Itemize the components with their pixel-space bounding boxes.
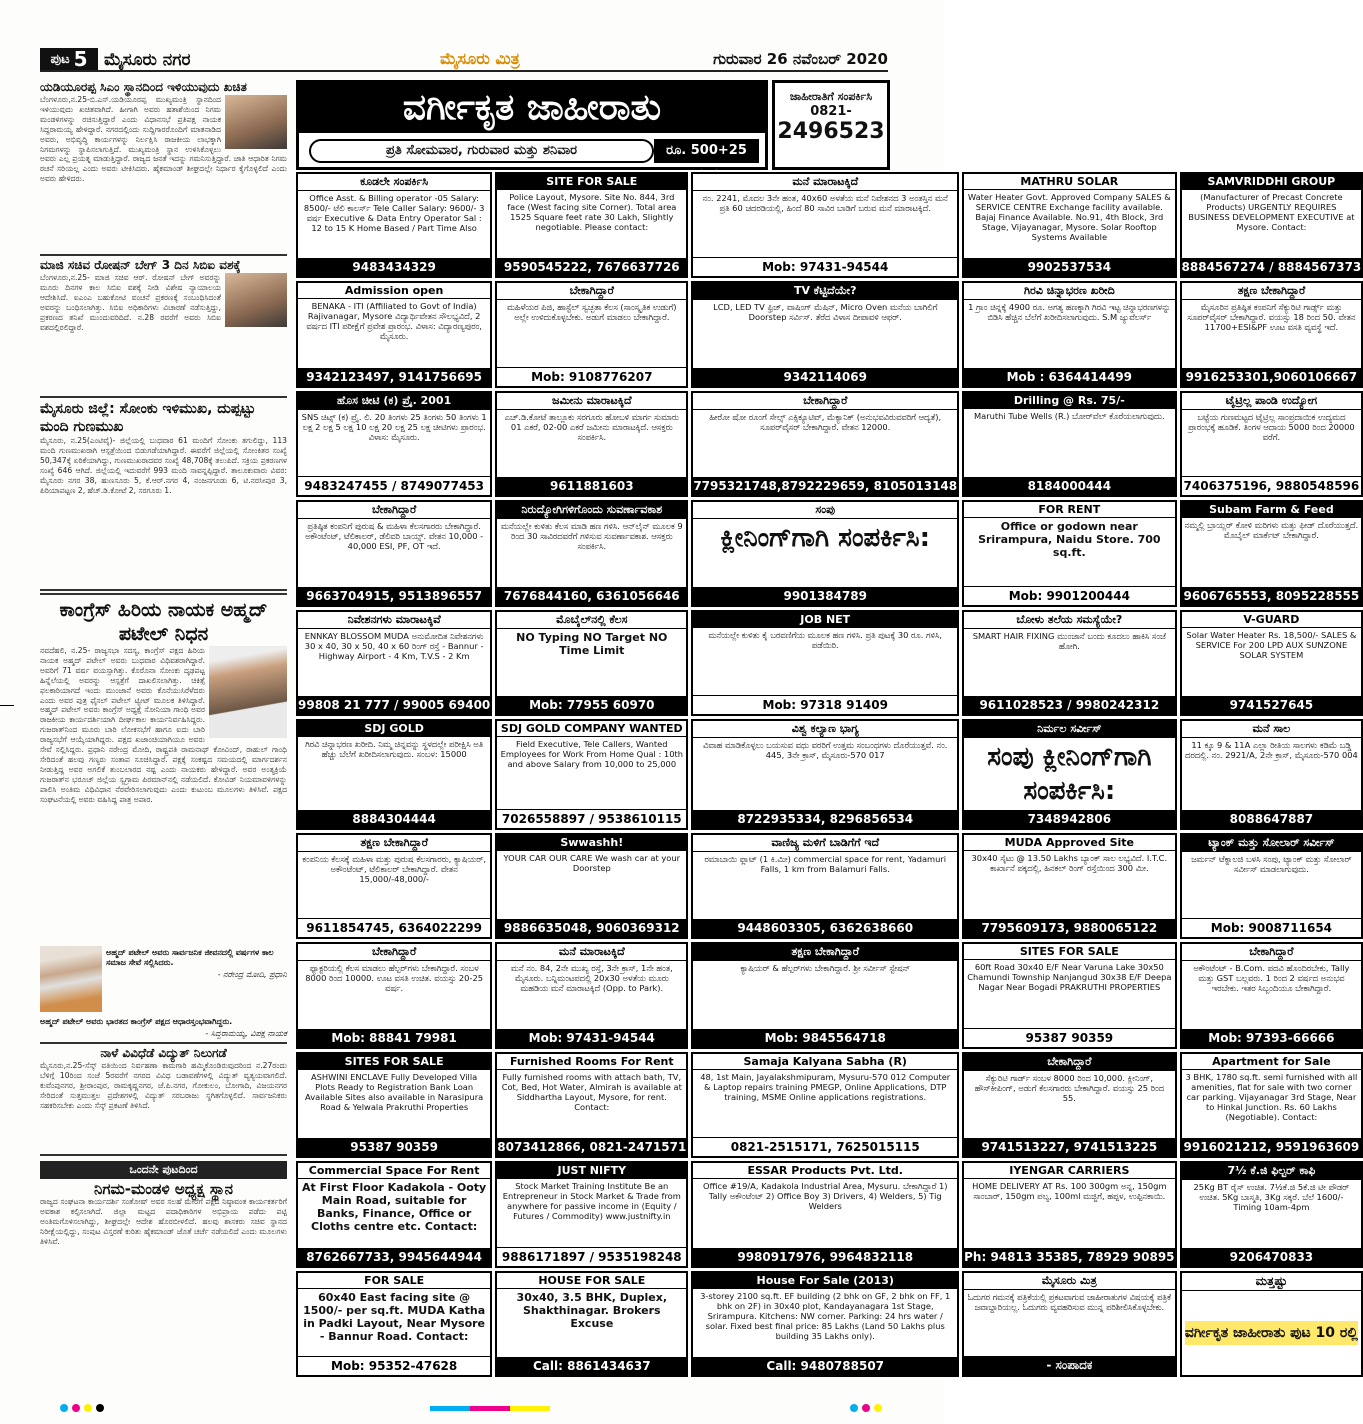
page-number: 5 <box>73 47 88 71</box>
ad-phone: 9916253301,9060106667 <box>1182 368 1362 386</box>
ad-heading: ಬೋಳು ತಲೆಯ ಸಮಸ್ಯೆಯೇ? <box>964 612 1174 629</box>
classified-ad <box>962 391 1176 497</box>
classified-ad <box>691 1052 959 1158</box>
classified-ad <box>1180 1161 1363 1267</box>
ad-phone: 9886635048, 9060369312 <box>497 919 686 937</box>
ad-body: Fully furnished rooms with attach bath, TV, Cot, Bed, Hot Water, Almirah is available at Siddhartha Layout, Mysore, for rent. Contact: <box>501 1071 682 1112</box>
ad-body: ಹೀರೋ ಷೋ ರೂಂಗೆ ಸೇಲ್ಸ್ ಎಕ್ಸಿಕ್ಯೂಟಿವ್, ಮೆಕ್ಯಾನಿಕ್ (ಅನುಭವವಿರುವವರಿಗೆ ಆದ್ಯತೆ), ಸೂಪರ್‌ವೈಸರ್ ಬೇಕಾಗಿದ್ದಾರೆ. ವೇತನ 12000. <box>709 411 942 432</box>
classified-ad <box>1180 719 1363 830</box>
ad-phone: 7406375196, 9880548596 <box>1182 476 1362 495</box>
classified-ad <box>691 833 959 939</box>
color-bar-magenta <box>470 1406 510 1411</box>
ad-heading: Drilling @ Rs. 75/- <box>964 393 1174 409</box>
ad-body: (Manufacturer of Precast Concrete Products) URGENTLY REQUIRES BUSINESS DEVELOPMENT EXECUTIVE at Mysore. Contact: <box>1188 192 1355 232</box>
ad-body: ಜರ್ಮನ್ ಟೆಕ್ನಾಲಜಿ ಬಳಸಿ ಸಂಪು, ಟ್ಯಾಂಕ್ ಮತ್ತು ಸೋಲಾರ್ ಸರ್ವೀಸ್ ಮಾಡಲಾಗುವುದು. <box>1191 854 1352 874</box>
ad-heading: House For Sale (2013) <box>693 1273 957 1289</box>
ad-body: SNS ಚಿಟ್ಸ್ (ಕ) ಪ್ರೈ. ಲಿ. 20 ತಿಂಗಳು 25 ತಿಂಗಳು 50 ತಿಂಗಳು 1 ಲಕ್ಷ 2 ಲಕ್ಷ 5 ಲಕ್ಷ 10 ಲಕ್ಷ 20 ಲಕ್ಷ 25 ಲಕ್ಷ ಚೀಟಿಗಳು ಪ್ರಾರಂಭ. ವಿಳಾಸ: ಮೈಸೂರು. <box>301 411 487 442</box>
ad-heading: V-GUARD <box>1182 612 1362 628</box>
ad-heading: ಮೊಬೈಲ್‌ನಲ್ಲಿ ಕೆಲಸ <box>497 612 686 629</box>
classified-ad <box>296 172 492 278</box>
article-headline: ಮಾಜಿ ಸಚಿವ ರೋಷನ್ ಬೇಗ್ 3 ದಿನ ಸಿಬಿಐ ವಶಕ್ಕೆ <box>40 258 241 272</box>
ad-body-text: ವರ್ಗೀಕೃತ ಜಾಹೀರಾತು ಪುಟ 10 ರಲ್ಲಿ <box>1185 1321 1359 1345</box>
article-cm <box>40 78 287 256</box>
ad-phone: Mob: 9108776207 <box>497 367 686 386</box>
article-body: ಬೆಂಗಳೂರು,ನ.25- ಮಾಜಿ ಸಚಿವ ಆರ್. ರೋಷನ್ ಬೇಗ್ ಅವರನ್ನು ಮೂರು ದಿನಗಳ ಕಾಲ ಸಿಬಿಐ ವಶಕ್ಕೆ ನೀಡಿ ವಿಶೇಷ ನ್ಯಾಯಾಲಯ ಆದೇಶಿಸಿದೆ. ಐಎಂಎ ಬಹುಕೋಟಿ ವಂಚನೆ ಪ್ರಕರಣಕ್ಕೆ ಸಂಬಂಧಿಸಿದಂತೆ ಅವರನ್ನು ಬಂಧಿಸಲಾಗಿತ್ತು. ಸಿಬಿಐ ಅಧಿಕಾರಿಗಳು ವಿಚಾರಣೆ ನಡೆಸುತ್ತಿದ್ದು, ಪ್ರಕರಣದ ತನಿಖೆ ಮುಂದುವರಿದಿದೆ. ನ.28 ರವರೆಗೆ ಅವರು ಸಿಬಿಐ ವಶದಲ್ಲಿರಲಿದ್ದಾರೆ. <box>40 273 221 332</box>
newspaper-logo: ಮೈಸೂರು ಮಿತ್ರ <box>440 49 520 68</box>
classified-ad <box>691 500 959 606</box>
classified-ad <box>1180 942 1363 1048</box>
ad-phone: 9902537534 <box>964 258 1174 276</box>
dateline: ಗುರುವಾರ 26 ನವೆಂಬರ್ 2020 <box>713 50 888 68</box>
ad-heading: Samaja Kalyana Sabha (R) <box>693 1054 957 1070</box>
registration-dot-black <box>96 1404 104 1412</box>
ad-heading: JOB NET <box>693 612 957 628</box>
ad-body: ಗಿರವಿ ಚಿನ್ನಾಭರಣ ಖರೀದಿ. ನಿಮ್ಮ ಚಿನ್ನವನ್ನು ಸ್ಥಳದಲ್ಲೇ ಪರೀಕ್ಷಿಸಿ ಅತಿ ಹೆಚ್ಚು ಬೆಲೆಗೆ ಖರೀದಿಸಲಾಗುವುದು. ಸಂಬಳ: 15000 <box>305 739 484 759</box>
article-headline: ಯಡಿಯೂರಪ್ಪ ಸಿಎಂ ಸ್ಥಾನದಿಂದ ಇಳಿಯುವುದು ಖಚಿತ <box>40 80 247 94</box>
registration-dot-magenta <box>72 1404 80 1412</box>
article-headline: ನಾಳೆ ವಿವಿಧೆಡೆ ವಿದ್ಯುತ್ ನಿಲುಗಡೆ <box>100 1046 227 1060</box>
classified-ad <box>691 610 959 716</box>
ad-heading: ಬೇಕಾಗಿದ್ದಾರೆ <box>693 393 957 410</box>
ad-body: Maruthi Tube Wells (R.) ಬೋರ್‌ವೆಲ್ ಕೊರೆಯಲಾಗುವುದು. <box>973 410 1165 421</box>
ad-body: ನಮ್ಮಲ್ಲಿ ಬ್ರಾಯ್ಲರ್ ಕೋಳಿ ಮರಿಗಳು ಮತ್ತು ಫೀಡ್ ದೊರೆಯುತ್ತದೆ. ಮೊಬೈಲ್ ಮಾರ್ಕೆಟ್ ಬೇಕಾಗಿದ್ದಾರೆ. <box>1184 520 1359 541</box>
classified-ad <box>962 281 1176 387</box>
ad-body: 48, 1st Main, Jayalakshmipuram, Mysuru-570 012 Computer & Laptop repairs training PMEGP, Online Applications, DTP training, MSME Online applications registrations. <box>700 1071 951 1102</box>
classified-ad <box>495 1271 688 1377</box>
ad-heading: ಗಿರವಿ ಚಿನ್ನಾಭರಣ ಖರೀದಿ <box>964 283 1174 300</box>
ad-phone: 9741527645 <box>1182 696 1362 714</box>
ad-phone: 7795609173, 9880065122 <box>964 919 1174 937</box>
ad-heading: MUDA Approved Site <box>964 835 1174 851</box>
ad-heading: ತಕ್ಷಣ ಬೇಕಾಗಿದ್ದಾರೆ <box>1182 283 1362 300</box>
classified-ad <box>962 1052 1176 1158</box>
article-body: ಮೈಸೂರು, ನ.25(ಎಂಟಿವೈ)- ಜಿಲ್ಲೆಯಲ್ಲಿ ಬುಧವಾರ 61 ಮಂದಿಗೆ ಸೋಂಕು ತಗುಲಿದ್ದು, 113 ಮಂದಿ ಗುಣಮುಖರಾಗಿ ಆಸ್ಪತ್ರೆಯಿಂದ ಬಿಡುಗಡೆಯಾಗಿದ್ದಾರೆ. ಈವರೆಗೆ ಜಿಲ್ಲೆಯಲ್ಲಿ ಸೋಂಕಿತರ ಸಂಖ್ಯೆ 50,347ಕ್ಕೆ ಏರಿಕೆಯಾಗಿದ್ದು, ಗುಣಮುಖರಾದವರ ಸಂಖ್ಯೆ 48,708ಕ್ಕೆ ತಲುಪಿದೆ. ಸಕ್ರಿಯ ಪ್ರಕರಣಗಳ ಸಂಖ್ಯೆ 646 ಆಗಿದೆ. ಜಿಲ್ಲೆಯಲ್ಲಿ ಇದುವರೆಗೆ 993 ಮಂದಿ ಸಾವನ್ನಪ್ಪಿದ್ದಾರೆ. ತಾಲೂಕುವಾರು ವಿವರ: ಮೈಸೂರು ನಗರ 38, ಹುಣಸೂರು 5, ಕೆ.ಆರ್.ನಗರ 4, ನಂಜನಗೂಡು 6, ಟಿ.ನರಸೀಪುರ 3, ಪಿರಿಯಾಪಟ್ಟಣ 2, ಹೆಚ್.ಡಿ.ಕೋಟೆ 2, ಸರಗೂರು 1. <box>40 436 287 495</box>
ad-phone: 9980917976, 9964832118 <box>693 1248 957 1266</box>
classified-ad <box>296 1052 492 1158</box>
classified-ad <box>296 833 492 939</box>
ad-phone: 9741513227, 9741513225 <box>964 1138 1174 1156</box>
ad-heading: ಟ್ಯಾಂಕ್ ಮತ್ತು ಸೋಲಾರ್ ಸರ್ವೀಸ್ <box>1182 835 1362 852</box>
classified-ad <box>1180 1052 1363 1158</box>
color-bar-cyan <box>430 1406 470 1411</box>
ad-heading: ಮನೆ ಸಾಲ <box>1182 721 1362 738</box>
ad-phone: 9342114069 <box>693 368 957 386</box>
ad-heading: SITES FOR SALE <box>298 1054 490 1070</box>
ad-heading: ಸಂಪು <box>693 502 957 519</box>
quote-two-source: - ಸಿದ್ದರಾಮಯ್ಯ, ವಿಪಕ್ಷ ನಾಯಕ <box>205 1029 287 1038</box>
ad-phone: 8884304444 <box>298 810 490 828</box>
article-body: ಮೈಸೂರು,ನ.25-ಸೆಸ್ಕ್ ವತಿಯಿಂದ ನಿರ್ವಹಣಾ ಕಾಮಗಾರಿ ಹಮ್ಮಿಕೊಂಡಿರುವುದರಿಂದ ನ.27ರಂದು ಬೆಳಿಗ್ಗೆ 10ರಿಂದ ಸಂಜೆ 5ರವರೆಗೆ ನಗರದ ವಿವಿಧ ಬಡಾವಣೆಗಳಲ್ಲಿ ವಿದ್ಯುತ್ ವ್ಯತ್ಯಯವಾಗಲಿದೆ. ಕುವೆಂಪುನಗರ, ಶ್ರೀರಾಂಪುರ, ರಾಮಕೃಷ್ಣನಗರ, ಜೆ.ಪಿ.ನಗರ, ಗೋಕುಲಂ, ಬೋಗಾದಿ, ವಿಜಯನಗರ ಸೇರಿದಂತೆ ಸುತ್ತಮುತ್ತಲ ಪ್ರದೇಶಗಳಲ್ಲಿ ವಿದ್ಯುತ್ ಸರಬರಾಜು ಸ್ಥಗಿತಗೊಳ್ಳಲಿದೆ. ಸಾರ್ವಜನಿಕರು ಸಹಕರಿಸಬೇಕು ಎಂದು ಸೆಸ್ಕ್ ಪ್ರಕಟಣೆ ತಿಳಿಸಿದೆ. <box>40 1061 287 1110</box>
contact-number: 2496523 <box>777 119 885 144</box>
ad-phone: Mob: 77955 60970 <box>497 696 686 714</box>
ad-phone: 9206470833 <box>1182 1248 1362 1266</box>
classified-ad <box>962 172 1176 278</box>
classified-ad <box>296 281 492 387</box>
ad-body: HOME DELIVERY AT Rs. 100 300gm ಅನ್ನ, 150gm ಸಾಂಬಾರ್, 150gm ಪಲ್ಯ, 100ml ಮಜ್ಜಿಗೆ, ಹಪ್ಪಳ, ಉಪ್ಪಿನಕಾಯಿ. <box>972 1181 1167 1202</box>
quote-one: ಅಹ್ಮದ್ ಪಟೇಲ್ ಅವರು ಸಾರ್ವಜನಿಕ ಜೀವನದಲ್ಲಿ ವರ್ಷಗಳ ಕಾಲ ಸಮಾಜ ಸೇವೆ ಸಲ್ಲಿಸಿದರು. <box>106 948 274 967</box>
classified-ad <box>296 500 492 606</box>
classified-ad <box>1180 833 1363 939</box>
article-body: ನವದೆಹಲಿ, ನ.25- ರಾಜ್ಯಸಭಾ ಸದಸ್ಯ, ಕಾಂಗ್ರೆಸ್ ಪಕ್ಷದ ಹಿರಿಯ ನಾಯಕ ಅಹ್ಮದ್ ಪಟೇಲ್ ಅವರು ಬುಧವಾರ ವಿಧಿವಶರಾಗಿದ್ದಾರೆ. ಅವರಿಗೆ 71 ವರ್ಷ ವಯಸ್ಸಾಗಿತ್ತು. ಕೊರೊನಾ ಸೋಂಕು ದೃಢಪಟ್ಟ ಹಿನ್ನೆಲೆಯಲ್ಲಿ ಅವರನ್ನು ಆಸ್ಪತ್ರೆಗೆ ದಾಖಲಿಸಲಾಗಿತ್ತು. ಚಿಕಿತ್ಸೆ ಫಲಕಾರಿಯಾಗದೆ ಇಂದು ಮುಂಜಾನೆ ಅವರು ಕೊನೆಯುಸಿರೆಳೆದರು ಎಂದು ಅವರ ಪುತ್ರ ಫೈಸಲ್ ಪಟೇಲ್ ಟ್ವೀಟ್ ಮೂಲಕ ತಿಳಿಸಿದ್ದಾರೆ. ಅಹ್ಮದ್ ಪಟೇಲ್ ಅವರು ಕಾಂಗ್ರೆಸ್ ಅಧ್ಯಕ್ಷೆ ಸೋನಿಯಾ ಗಾಂಧಿ ಅವರ ರಾಜಕೀಯ ಕಾರ್ಯದರ್ಶಿಯಾಗಿ ದೀರ್ಘಕಾಲ ಕಾರ್ಯನಿರ್ವಹಿಸಿದ್ದರು. ಗುಜರಾತ್‌ನಿಂದ ಮೂರು ಬಾರಿ ಲೋಕಸಭೆಗೆ ಹಾಗೂ ಐದು ಬಾರಿ ರಾಜ್ಯಸಭೆಗೆ ಆಯ್ಕೆಯಾಗಿದ್ದರು. ಪಕ್ಷದ ಖಜಾಂಚಿಯಾಗಿಯೂ ಅವರು ಸೇವೆ ಸಲ್ಲಿಸಿದ್ದರು. ಪ್ರಧಾನಿ ನರೇಂದ್ರ ಮೋದಿ, ರಾಷ್ಟ್ರಪತಿ ರಾಮನಾಥ್ ಕೋವಿಂದ್, ರಾಹುಲ್ ಗಾಂಧಿ ಸೇರಿದಂತೆ ಹಲವು ಗಣ್ಯರು ಸಂತಾಪ ಸೂಚಿಸಿದ್ದಾರೆ. ಪಕ್ಷಕ್ಕೆ ಸಂಕಷ್ಟದ ಸಮಯದಲ್ಲಿ ಮಾರ್ಗದರ್ಶನ ನೀಡುತ್ತಿದ್ದ ಅವರ ಅಗಲಿಕೆ ತುಂಬಲಾರದ ನಷ್ಟ ಎಂದು ನಾಯಕರು ಹೇಳಿದ್ದಾರೆ. ಅವರ ಅಂತ್ಯಕ್ರಿಯೆ ಗುಜರಾತ್‌ನ ಭರೂಚ್ ಜಿಲ್ಲೆಯ ಸ್ವಗ್ರಾಮ ಪಿರಮಾನ್‌ನಲ್ಲಿ ನಡೆಯಲಿದೆ. ಕೋವಿಡ್ ನಿಯಮಾವಳಿಗಳನ್ನು ಪಾಲಿಸಿ ಅಂತಿಮ ವಿಧಿವಿಧಾನ ನೆರವೇರಿಸಲಾಗುವುದು ಎಂದು ಕುಟುಂಬ ಮೂಲಗಳು ತಿಳಿಸಿವೆ. ಪಕ್ಷದ ಸಂಘಟನೆಯಲ್ಲಿ ಅವರು ವಹಿಸಿದ್ದ ಪಾತ್ರ ಅಪಾರ. <box>40 646 287 804</box>
article-body: ಬೆಂಗಳೂರು,ನ.25-ಬಿ.ಎಸ್.ಯಡಿಯೂರಪ್ಪ ಮುಖ್ಯಮಂತ್ರಿ ಸ್ಥಾನದಿಂದ ಇಳಿಯುವುದು ಖಚಿತವಾಗಿದೆ. ಹೀಗಾಗಿ ಅವರು ಹತಾಶೆಯಿಂದ ನಿಗಮ ಮಂಡಳಿಗಳನ್ನು ರಚಿಸುತ್ತಿದ್ದಾರೆ ಎಂದು ವಿಧಾನಸಭೆ ಪ್ರತಿಪಕ್ಷ ನಾಯಕ ಸಿದ್ದರಾಮಯ್ಯ ಹೇಳಿದ್ದಾರೆ. ನಗರದಲ್ಲಿಂದು ಸುದ್ದಿಗಾರರೊಂದಿಗೆ ಮಾತನಾಡಿದ ಅವರು, ಅಭಿವೃದ್ಧಿ ಕಾರ್ಯಗಳನ್ನು ನಿರ್ಲಕ್ಷಿಸಿ ರಾಜಕೀಯ ಲಾಭಕ್ಕಾಗಿ ನಿಗಮಗಳನ್ನು ಸ್ಥಾಪಿಸಲಾಗುತ್ತಿದೆ. ಮುಖ್ಯಮಂತ್ರಿ ಸ್ಥಾನ ಉಳಿಸಿಕೊಳ್ಳಲು ಅವರು ಎಲ್ಲ ಪ್ರಯತ್ನ ಮಾಡುತ್ತಿದ್ದಾರೆ. ರಾಜ್ಯದ ಜನತೆ ಇದನ್ನು ಗಮನಿಸುತ್ತಿದ್ದಾರೆ. ಜಾತಿ ಆಧಾರಿತ ನಿಗಮ ರಚನೆ ಸರಿಯಲ್ಲ ಎಂದು ಅವರು ಟೀಕಿಸಿದರು. ಹೈಕಮಾಂಡ್ ಶೀಘ್ರದಲ್ಲೇ ನಿರ್ಧಾರ ಕೈಗೊಳ್ಳಲಿದೆ ಎಂದು ಅವರು ಹೇಳಿದರು. <box>40 95 287 184</box>
classified-ad <box>296 1271 492 1377</box>
ad-heading: ನಿರ್ಮಲ ಸರ್ವೀಸ್ <box>964 721 1174 738</box>
article-nigama <box>40 1156 287 1350</box>
contact-prefix: 0821- <box>810 104 852 119</box>
article-headline: ನಿಗಮ-ಮಂಡಳಿ ಅಧ್ಯಕ್ಷ ಸ್ಥಾನ <box>94 1180 233 1198</box>
classified-ad <box>296 391 492 497</box>
classified-ad <box>962 1161 1176 1267</box>
color-bar-yellow <box>510 1406 550 1411</box>
masthead <box>40 46 888 72</box>
ad-phone: Mob : 6364414499 <box>964 368 1174 386</box>
ad-heading: FOR RENT <box>964 502 1174 518</box>
classified-ad <box>1180 281 1363 387</box>
ad-body: Office #19/A, Kadakola Industrial Area, Mysuru. ಬೇಕಾಗಿದ್ದಾರೆ 1) Tally ಅಕೌಂಟೆಂಟ್ 2) Office Boy 3) Drivers, 4) Welders, 5) Tig Welders <box>702 1181 948 1212</box>
ad-body: ಮನೆಯಲ್ಲೇ ಕುಳಿತು ಕೈ ಬರವಣಿಗೆಯ ಮೂಲಕ ಹಣ ಗಳಿಸಿ. ಪ್ರತಿ ಪುಟಕ್ಕೆ 30 ರೂ. ಗಳಿಸಿ, ಪಡೆಯಿರಿ. <box>708 629 943 650</box>
ad-body: 30x40 ಸೈಟು @ 13.50 Lakhs ಬ್ಯಾಂಕ್ ಸಾಲ ಲಭ್ಯವಿದೆ. I.T.C. ಕಾರ್ಖಾನೆ ಪಕ್ಕದಲ್ಲಿ, ಹಿನಕಲ್ ರಿಂಗ್ ರಸ್ತೆಯಿಂದ 300 ಮೀ. <box>971 853 1168 873</box>
ad-heading: ESSAR Products Pvt. Ltd. <box>693 1163 957 1179</box>
ad-heading: FOR SALE <box>298 1273 490 1289</box>
ad-phone: 9611881603 <box>497 477 686 495</box>
ad-body: Field Executive, Tele Callers, Wanted Employees for Work From Home Qual : 10th and above Salary from 10,000 to 25,000 <box>500 739 683 769</box>
ad-phone: Ph: 94813 35385, 78929 90895 <box>964 1249 1175 1264</box>
ad-body: ನಂ. 2241, ಮೊದಲ 3ನೇ ಹಂತ, 40x60 ಅಳತೆಯ ಮನೆ ನಿವೇಶನದ 3 ಅಂತಸ್ತಿನ ಮನೆ ಪ್ರತಿ 60 ಚದರಡಿಯಲ್ಲಿ, ಹಿಂದೆ 80 ಸಾವಿರ ಬಾಡಿಗೆ ಬರುವ ಮನೆ ಮಾರಾಟಕ್ಕಿದೆ. <box>702 193 948 213</box>
ad-phone: 9606765553, 8095228555 <box>1183 588 1360 603</box>
page-label: ಪುಟ <box>50 51 70 67</box>
ad-body: ಸಂಪು ಕ್ಲೀನಿಂಗ್‌ಗಾಗಿ ಸಂಪರ್ಕಿಸಿ: <box>987 742 1152 806</box>
ad-phone: 9916021212, 9591963609 <box>1183 1140 1360 1155</box>
ad-phone: 99808 21 777 / 99005 69400 <box>298 698 491 712</box>
ad-heading: ಬೇಕಾಗಿದ್ದಾರೆ <box>497 283 686 300</box>
ad-heading: ಬೇಕಾಗಿದ್ದಾರೆ <box>1182 944 1362 961</box>
ad-heading: ಮತ್ತಷ್ಟು <box>1182 1273 1362 1291</box>
ad-body: ಎಚ್.ಡಿ.ಕೋಟೆ ತಾಲ್ಲೂಕು ಸರಗೂರು ಹೋಬಳಿ ಮಾರ್ಗ ಸುಮಾರು 01 ಎಕರೆ, 02-00 ಎಕರೆ ಜಮೀನು ಮಾರಾಟಕ್ಕಿದೆ. ಆಸಕ್ತರು ಸಂಪರ್ಕಿಸಿ. <box>504 411 679 442</box>
ad-body: 25Kg BT ರೈಸ್ ಉಚಿತ. 7½ಕೆ.ಜಿ 5ಕೆ.ಜಿ ಟೀ ಪೌಡರ್ ಉಚಿತ. 5Kg ಬಾಸ್ಮತಿ, 3Kg ಸಕ್ಕರೆ. ಬೆಲೆ 1600/- Timing 10am-4pm <box>1193 1182 1350 1213</box>
classified-ad <box>1180 1271 1363 1377</box>
ad-phone: Mob: 97431-94544 <box>497 1029 686 1047</box>
classified-ad <box>495 833 688 939</box>
classified-ad <box>962 942 1176 1048</box>
ad-phone: 7795321748,8792229659, 8105013148 <box>693 479 958 494</box>
article-covid <box>40 398 287 591</box>
ad-heading: ಮೈಸೂರು ಮಿತ್ರ <box>964 1273 1174 1290</box>
ad-body: ಫ್ಯಾಕ್ಟರಿಯಲ್ಲಿ ಕೆಲಸ ಮಾಡಲು ಹೆಲ್ಪರ್‌ಗಳು ಬೇಕಾಗಿದ್ದಾರೆ. ಸಂಬಳ 8000 ರಿಂದ 10000. ಊಟ ವಸತಿ ಉಚಿತ. ವಯಸ್ಸು 20-25 ವರ್ಷ. <box>305 963 484 994</box>
ad-heading: SAMVRIDDHI GROUP <box>1182 174 1362 190</box>
ad-phone: 8184000444 <box>964 477 1174 495</box>
article-headline: ಕಾಂಗ್ರೆಸ್ ಹಿರಿಯ ನಾಯಕ ಅಹ್ಮದ್ ಪಟೇಲ್ ನಿಧನ <box>40 593 287 646</box>
classified-ad <box>495 1161 688 1267</box>
classified-ad <box>1180 391 1363 497</box>
classified-ad <box>1180 172 1363 278</box>
ad-body: Office or godown near Srirampura, Naidu Store. 700 sq.ft. <box>978 520 1161 560</box>
ad-phone: 8073412866, 0821-2471571 <box>497 1140 687 1155</box>
ad-body: ಕ್ಲೀನಿಂಗ್‌ಗಾಗಿ ಸಂಪರ್ಕಿಸಿ: <box>720 523 930 554</box>
ad-body: YOUR CAR OUR CARE We wash car at your Doorstep <box>503 853 681 873</box>
ad-body: 3 BHK, 1780 sq.ft. semi furnished with all amenities, flat for sale with two corner car parking. Vijayanagar 3rd Stage, Near to Hinkal Junction. Rs. 60 Lakhs (Negotiable). Contact: <box>1185 1071 1358 1122</box>
quote-one-source: - ನರೇಂದ್ರ ಮೋದಿ, ಪ್ರಧಾನಿ <box>217 970 287 979</box>
classified-ad <box>495 719 688 830</box>
ad-phone: Mob: 9008711654 <box>1182 918 1362 937</box>
ad-body: ENNKAY BLOSSOM MUDA ಅನುಮೋದಿತ ನಿವೇಶನಗಳು 30 x 40, 30 x 50, 40 x 60 ರಿಂಗ್ ರಸ್ತೆ - Bannur - Highway Airport - 4 Km, T.V.S - 2 Km <box>304 630 484 661</box>
classified-ad <box>1180 610 1363 716</box>
ad-heading: ಹೊಸ ಚೀಟಿ (ಕ) ಪ್ರೈ. 2001 <box>298 393 490 410</box>
ad-phone: - ಸಂಪಾದಕ <box>964 1356 1174 1375</box>
ad-contact-box <box>772 80 890 170</box>
registration-dot-magenta <box>862 1404 870 1412</box>
ad-phone: 9611854745, 6364022299 <box>298 918 490 937</box>
ad-body <box>1182 1291 1362 1375</box>
classified-ad <box>296 610 492 716</box>
ad-heading: Subam Farm & Feed <box>1182 502 1362 518</box>
ad-phone: 9611028523 / 9980242312 <box>964 696 1174 714</box>
ad-heading: 7½ ಕೆ.ಜಿ ಫಿಲ್ಟರ್ ಕಾಫಿ <box>1182 1163 1362 1180</box>
photo-siddaramaiah <box>225 95 287 149</box>
classified-grid <box>296 172 1362 1377</box>
ad-heading: Commercial Space For Rent <box>298 1163 490 1179</box>
news-column <box>40 78 287 1378</box>
photo-roshan-baig <box>225 273 287 327</box>
registration-dot-cyan <box>850 1404 858 1412</box>
article-patel <box>40 591 287 1044</box>
ad-heading: ವಾಣಿಜ್ಯ ಮಳಿಗೆ ಬಾಡಿಗೆಗೆ ಇದೆ <box>693 835 957 852</box>
ad-heading: ಕೂಡಲೇ ಸಂಪರ್ಕಿಸಿ <box>298 174 490 191</box>
classified-ad <box>495 942 688 1048</box>
quote-two: ಅಹ್ಮದ್ ಪಟೇಲ್ ಅವರು ಭಾರತದ ಕಾಂಗ್ರೆಸ್ ಪಕ್ಷದ ಆಧಾರಸ್ತಂಭವಾಗಿದ್ದರು. <box>40 1017 233 1026</box>
ad-phone: 95387 90359 <box>298 1138 490 1156</box>
ad-body: ಬಟ್ಟೆಯ ಗುಣಮಟ್ಟದ ಟೈಟ್ರಿಲ್ಲ ಸಾಂಪ್ರದಾಯಿಕ ಉದ್ಯಮದ ಪ್ರಾರಂಭಕ್ಕೆ ಹೂಡಿಕೆ. ತಿಂಗಳ ಆದಾಯ 5000 ರಿಂದ 20000 ವರೆಗೆ. <box>1188 411 1355 442</box>
page-number-box <box>40 48 98 70</box>
article-headline: ಮೈಸೂರು ಜಿಲ್ಲೆ: ಸೋಂಕು ಇಳಿಮುಖ, ದುಪ್ಪಟ್ಟು ಮಂದಿ ಗುಣಮುಖ <box>40 401 256 435</box>
ad-heading: ಮನೆ ಮಾರಾಟಕ್ಕಿದೆ <box>497 944 686 961</box>
photo-ahmed-patel <box>209 646 287 738</box>
classified-ad <box>962 1271 1176 1377</box>
photo-modi <box>40 946 102 1012</box>
ad-phone: 8722935334, 8296856534 <box>693 810 957 828</box>
classified-ad <box>495 1052 688 1158</box>
continued-band: ಒಂದನೇ ಪುಟದಿಂದ <box>40 1161 287 1179</box>
ad-phone: 8762667733, 9945644944 <box>298 1248 490 1266</box>
registration-dot-yellow <box>84 1404 92 1412</box>
ad-body: NO Typing NO Target NO Time Limit <box>516 630 668 657</box>
ad-heading: ನಿವೇಶನಗಳು ಮಾರಾಟಕ್ಕಿವೆ <box>298 612 490 629</box>
ad-heading: JUST NIFTY <box>497 1163 686 1179</box>
ad-heading: SDJ GOLD COMPANY WANTED <box>497 721 686 737</box>
classified-ad <box>495 281 688 387</box>
ad-heading: ತಕ್ಷಣ ಬೇಕಾಗಿದ್ದಾರೆ <box>693 944 957 961</box>
ad-heading: ನಿರುದ್ಯೋಗಿಗಳಿಗೊಂದು ಸುವರ್ಣಾವಕಾಶ <box>497 502 686 519</box>
ad-heading: Admission open <box>298 283 490 299</box>
classified-banner <box>296 80 768 170</box>
classified-ad <box>495 391 688 497</box>
classified-ad <box>962 500 1176 606</box>
classified-ad <box>962 719 1176 830</box>
classified-ad <box>691 281 959 387</box>
ad-heading: SITES FOR SALE <box>964 944 1174 960</box>
ad-body: ಸೆಕ್ಯುರಿಟಿ ಗಾರ್ಡ್ ಸಂಬಳ 8000 ರಿಂದ 10,000. ಕ್ಲೀನಿಂಗ್, ಹೌಸ್‌ಕೀಪಿಂಗ್, ಅಡುಗೆ ಕೆಲಸಗಾರರು ಬೇಕಾಗಿದ್ದಾರೆ. ವಯಸ್ಸು 25 ರಿಂದ 55. <box>974 1072 1165 1103</box>
ad-heading: SDJ GOLD <box>298 721 490 737</box>
ad-body: ಕಂಪನಿಯ ಕೆಲಸಕ್ಕೆ ಮಹಿಳಾ ಮತ್ತು ಪುರುಷ ಕೆಲಸಗಾರರು, ಕ್ಯಾಷಿಯರ್, ಅಕೌಂಟೆಂಟ್, ಟೆಲಿಕಾಲರ್ ಬೇಕಾಗಿದ್ದಾರೆ. ವೇತನ 15,000/-48,000/- <box>302 854 486 884</box>
classified-ad <box>1180 500 1363 606</box>
ad-body: Office Asst. & Billing operator -05 Salary: 8500/- ಟೆಲಿ ಕಾಲರ್ಸ್ Tele Caller Salary: 9600/- 3 ವರ್ಷ Executive & Data Entry Operator Sal : 12 to 15 K Home Based / Part Time Also <box>303 193 485 233</box>
ad-phone: 9901384789 <box>693 587 957 605</box>
classified-ad <box>296 719 492 830</box>
ad-body: 60x40 East facing site @ 1500/- per sq.ft. MUDA Katha in Padki Layout, Near Mysore - Bannur Road. Contact: <box>303 1290 486 1343</box>
ad-heading: TV ಕೆಟ್ಟಿದೆಯೇ? <box>693 283 957 300</box>
ad-phone: Mob: 9901200444 <box>964 586 1174 605</box>
ad-body: 1 ಗ್ರಾಂ ಚಿನ್ನಕ್ಕೆ 4900 ರೂ. ಅಗತ್ಯ ಹಣಕ್ಕಾಗಿ ಗಿರವಿ ಇಟ್ಟ ಚಿನ್ನಾಭರಣಗಳನ್ನು ಬಿಡಿಸಿ ಹೆಚ್ಚಿನ ಬೆಲೆಗೆ ಖರೀದಿಸಲಾಗುವುದು. S.M ಜ್ಯುವೆಲರ್ಸ್ <box>968 302 1171 323</box>
ad-body: ಅಕೌಂಟೆಂಟ್ - B.Com. ಪದವಿ ಹೊಂದಿರಬೇಕು, Tally ಮತ್ತು GST ಬಲ್ಲವರು. 1 ರಿಂದ 2 ವರ್ಷದ ಅನುಭವ ಇರಬೇಕು. ಇತರ ಸಿಬ್ಬಂದಿಯೂ ಬೇಕಾಗಿದ್ದಾರೆ. <box>1193 963 1350 994</box>
ad-phone: 95387 90359 <box>964 1028 1174 1047</box>
ad-body: 30x40, 3.5 BHK, Duplex, Shakthinagar. Brokers Excuse <box>516 1290 668 1330</box>
ad-body: ಮನೆ ನಂ. 84, 2ನೇ ಮುಖ್ಯ ರಸ್ತೆ, 3ನೇ ಕ್ರಾಸ್, 1ನೇ ಹಂತ, ಮೈಸೂರು. ಬನ್ನಿಮಂಟಪದಲ್ಲಿ 20x30 ಅಳತೆಯ ಮೂರು ಮಹಡಿಯ ಮನೆ ಮಾರಾಟಕ್ಕಿದೆ (Opp. to Park). <box>510 963 673 994</box>
ad-body: ಪ್ರತಿಷ್ಠಿತ ಕಂಪನಿಗೆ ಪುರುಷ & ಮಹಿಳಾ ಕೆಲಸಗಾರರು ಬೇಕಾಗಿದ್ದಾರೆ. ಅಕೌಂಟೆಂಟ್, ಟೆಲಿಕಾಲರ್, ಡೆಲಿವರಿ ಬಾಯ್ಸ್. ವೇತನ 10,000 - 40,000 ESI, PF, OT ಇದೆ. <box>305 521 484 552</box>
ad-phone: Mob: 97393-66666 <box>1182 1029 1362 1047</box>
ad-body: Stock Market Training Institute Be an Entrepreneur in Stock Market & Trade from anywhere for passive income in (Equity / Futures / Commodity) www.justnifty.in <box>502 1181 681 1222</box>
ad-phone: Mob: 9845564718 <box>693 1029 957 1047</box>
ad-phone: 9886171897 / 9535198248 <box>497 1247 686 1266</box>
ad-heading: IYENGAR CARRIERS <box>964 1163 1174 1179</box>
ad-phone: 9590545222, 7676637726 <box>497 258 686 276</box>
ad-body: Police Layout, Mysore. Site No. 844, 3rd face (West facing site Corner). Total area 1525 Square feet rate 30 Lakh, Slightly negotiable. Please contact: <box>507 192 677 232</box>
ad-phone: 8088647887 <box>1182 810 1362 828</box>
ad-body: ವಿವಾಹ ಮಾಡಿಕೊಳ್ಳಲು ಬಯಸುವ ವಧು ವರರಿಗೆ ಉತ್ತಮ ಸಂಬಂಧಗಳು ದೊರೆಯುತ್ತವೆ. ನಂ. 445, 3ನೇ ಕ್ರಾಸ್, ಮೈಸೂರು-570 017 <box>703 740 948 760</box>
ad-body: SMART HAIR FIXING ಮುಂಜಾನೆ ಬಂದು ಕೂದಲು ಹಾಕಿಸಿ ಸಂಜೆ ಹೋಗಿ. <box>972 630 1166 651</box>
banner-rate: ರೂ. 500+25 <box>654 139 759 163</box>
banner-title: ವರ್ಗೀಕೃತ ಜಾಹೀರಾತು <box>299 83 765 133</box>
ad-phone: 9483434329 <box>298 258 490 276</box>
ad-body: ಮನೆಯಲ್ಲೇ ಕುಳಿತು ಕೆಲಸ ಮಾಡಿ ಹಣ ಗಳಿಸಿ. ಆನ್‌ಲೈನ್ ಮೂಲಕ 9 ರಿಂದ 30 ಸಾವಿರದವರೆಗೆ ಗಳಿಸುವ ಸುವರ್ಣಾವಕಾಶ. ಆಸಕ್ತರು ಸಂಪರ್ಕಿಸಿ. <box>500 521 683 552</box>
ad-heading: MATHRU SOLAR <box>964 174 1174 190</box>
ad-heading: ಟೈಟ್ರಿಲ್ಲ ಪಾಂಡಿ ಉದ್ಯೋಗ <box>1182 393 1362 410</box>
ad-body: ASHWINI ENCLAVE Fully Developed Villa Plots Ready to Registration Bank Loan Available Sites also available in Narasipura Road & Yelwala Prakruthi Properties <box>305 1071 484 1112</box>
article-body: ರಾಜ್ಯದ ಸಂಘಟನಾ ಕಾರ್ಯದರ್ಶಿ ಸಂತೋಷ್ ಅವರ ಸಲಹೆ ಮೇರೆಗೆ ಪಕ್ಷದ ನಿಷ್ಠಾವಂತ ಕಾರ್ಯಕರ್ತರಿಗೆ ಅವಕಾಶ ಕಲ್ಪಿಸಲಾಗಿದೆ. ಜಿಲ್ಲಾ ಮಟ್ಟದ ಪದಾಧಿಕಾರಿಗಳ ಅಭಿಪ್ರಾಯ ಪಡೆದು ಪಟ್ಟಿ ಅಂತಿಮಗೊಳಿಸಲಾಗಿದ್ದು, ಶೀಘ್ರದಲ್ಲೇ ಆದೇಶ ಹೊರಬೀಳಲಿದೆ. ಹಲವು ಶಾಸಕರು ಸಚಿವ ಸ್ಥಾನದ ನಿರೀಕ್ಷೆಯಲ್ಲಿದ್ದು, ಸಂಪುಟ ವಿಸ್ತರಣೆ ಕುರಿತು ಹೈಕಮಾಂಡ್ ಜೊತೆ ಚರ್ಚೆ ನಡೆಯಲಿದೆ ಎಂದು ಮೂಲಗಳು ತಿಳಿಸಿವೆ. <box>40 1197 287 1246</box>
classified-ad <box>691 942 959 1048</box>
ad-body: At First Floor Kadakola - Ooty Main Road, suitable for Banks, Finance, Office or Cloths centre etc. Contact: <box>302 1181 487 1234</box>
ad-heading: Furnished Rooms For Rent <box>497 1054 686 1070</box>
classified-ad <box>691 172 959 278</box>
ad-phone: Mob: 97318 91409 <box>693 695 957 714</box>
ad-heading: HOUSE FOR SALE <box>497 1273 686 1289</box>
banner-subtitle: ಪ್ರತಿ ಸೋಮವಾರ, ಗುರುವಾರ ಮತ್ತು ಶನಿವಾರ <box>309 139 654 163</box>
ad-body: 60ft Road 30x40 E/F Near Varuna Lake 30x50 Chamundi Township Nanjangud 30x38 E/F Deepa Nagar Near Bogadi PRAKRUTHI PROPERTIES <box>967 962 1172 993</box>
ad-heading: ತಕ್ಷಣ ಬೇಕಾಗಿದ್ದಾರೆ <box>298 835 490 852</box>
ad-heading: SITE FOR SALE <box>497 174 686 190</box>
ad-phone: Mob: 95352-47628 <box>298 1356 490 1375</box>
classified-ad <box>296 942 492 1048</box>
ad-phone: 9342123497, 9141756695 <box>298 368 490 386</box>
ad-phone: 9483247455 / 8749077453 <box>298 476 490 495</box>
ad-phone: Call: 9480788507 <box>693 1357 957 1375</box>
ad-body: ಕ್ಯಾಷಿಯರ್ & ಹೆಲ್ಪರ್‌ಗಳು ಬೇಕಾಗಿದ್ದಾರೆ. ಶ್ರೀ ಸರ್ವೀಸ್ ಸ್ಟೇಷನ್ <box>740 963 911 974</box>
classified-ad <box>691 1271 959 1377</box>
section-title: ಮೈಸೂರು ನಗರ <box>104 50 191 70</box>
classified-ad <box>495 610 688 716</box>
ad-phone: 8884567274 / 8884567373 <box>1181 260 1362 275</box>
ad-phone: 9448603305, 6362638660 <box>693 919 957 937</box>
ad-phone: Mob: 97431-94544 <box>693 257 957 276</box>
registration-dot-cyan <box>60 1404 68 1412</box>
ad-heading: Swwashh! <box>497 835 686 851</box>
registration-dot-yellow <box>874 1404 882 1412</box>
article-beg <box>40 256 287 398</box>
ad-heading: ಬೇಕಾಗಿದ್ದಾರೆ <box>964 1054 1174 1071</box>
ad-body: ಓದುಗರ ಗಮನಕ್ಕೆ ಪತ್ರಿಕೆಯಲ್ಲಿ ಪ್ರಕಟವಾಗುವ ಜಾಹೀರಾತುಗಳ ವಿಷಯಕ್ಕೆ ಪತ್ರಿಕೆ ಜವಾಬ್ದಾರಿಯಲ್ಲ. ಓದುಗರು ವ್ಯವಹರಿಸುವ ಮುನ್ನ ಪರಿಶೀಲಿಸಿಕೊಳ್ಳಬೇಕು. <box>967 1291 1172 1312</box>
classified-ad <box>962 833 1176 939</box>
crop-mark <box>0 705 14 706</box>
classified-ad <box>296 1161 492 1267</box>
ad-body: ಮೈಸೂರಿನ ಪ್ರತಿಷ್ಠಿತ ಕಂಪನಿಗೆ ಸೆಕ್ಯುರಿಟಿ ಗಾರ್ಡ್ಸ್ ಮತ್ತು ಸೂಪರ್‌ವೈಸರ್ ಬೇಕಾಗಿದ್ದಾರೆ. ವಯಸ್ಸು 18 ರಿಂದ 50. ವೇತನ 11700+ESI&PF ಊಟ ವಸತಿ ವ್ಯವಸ್ಥೆ ಇದೆ. <box>1187 302 1356 333</box>
ad-phone: 0821-2515171, 7625015115 <box>693 1137 957 1156</box>
ad-phone: Mob: 88841 79981 <box>298 1029 490 1047</box>
classified-ad <box>962 610 1176 716</box>
classified-ad <box>691 719 959 830</box>
classified-ad <box>495 500 688 606</box>
ad-phone: 7676844160, 6361056646 <box>497 587 686 605</box>
ad-body: ರಮಾಬಾಯಿ ಫ್ಲಾಟ್ (1 ಕಿ.ಮೀ) commercial space for rent, Yadamuri Falls, 1 km from Balamuri Falls. <box>704 854 947 874</box>
ad-heading: Apartment for Sale <box>1182 1054 1362 1070</box>
classified-ad <box>691 391 959 497</box>
ad-phone: 9663704915, 9513896557 <box>298 587 490 605</box>
ad-body: 3-storey 2100 sq.ft. EF building (2 bhk on GF, 2 bhk on FF, 1 bhk on 2F) in 30x40 plot, Kandayanagara 1st Stage, Srirampura. Kitchens: NW corner. Parking: 24 hrs water / solar. Fixed best final price: 85 Lakhs (Land 50 Lakhs plus building 35 Lakhs only). <box>700 1290 951 1341</box>
article-power <box>40 1044 287 1156</box>
ad-heading: ಬೇಕಾಗಿದ್ದಾರೆ <box>298 502 490 519</box>
ad-phone: 7348942806 <box>964 810 1174 828</box>
ad-body: ಮಹಿಳೆಯರ ಪಿಜಿ, ಹಾಸ್ಟೆಲ್ ಸ್ವಚ್ಛತಾ ಕೆಲಸ (ಸಾಂಸ್ಕೃತಿಕ ಉಡುಗೆ) ಅಲ್ಲೇ ಉಳಿದುಕೊಳ್ಳಬೇಕು. ಅಡುಗೆ ಮಾಡಲು ಬೇಕಾಗಿದ್ದಾರೆ. <box>507 302 677 323</box>
ad-body: BENAKA - ITI (Affiliated to Govt of India) Rajivanagar, Mysore ವಿದ್ಯಾರ್ಥಿವೇತನ ಸೌಲಭ್ಯವಿದೆ, 2 ವರ್ಷದ ITI ಪರೀಕ್ಷೆಗೆ ಪ್ರವೇಶ ಪ್ರಾರಂಭ. ವಿಳಾಸ: ವಿದ್ಯಾರಣ್ಯಪುರಂ, ಮೈಸೂರು. <box>306 301 482 342</box>
ad-body: Water Heater Govt. Approved Company SALES & SERVICE CENTRE Exchange facility available. Bajaj Finance Available. No.91, 4th Block, 3rd Stage, Vijayanagar, Mysore. Solar Rooftop Systems Available <box>967 192 1171 242</box>
ad-heading: ವಿಶ್ವ ಕಲ್ಯಾಣ ಭಾಗ್ಯ <box>693 721 957 738</box>
ad-phone: 7026558897 / 9538610115 <box>497 809 686 828</box>
ad-heading: ಬೇಕಾಗಿದ್ದಾರೆ <box>298 944 490 961</box>
ad-heading: ಮನೆ ಮಾರಾಟಕ್ಕಿದೆ <box>693 174 957 191</box>
ad-body: LCD, LED TV ಫ್ರಿಜ್, ವಾಷಿಂಗ್ ಮೆಷಿನ್, Micro Oven ಮನೆಯ ಬಾಗಿಲಿಗೆ Doorstep ಸರ್ವಿಸ್. ತೆರೆದ ವಿಳಾಸ ದೀಪಾವಳಿ ಆಫರ್. <box>713 302 938 323</box>
ad-body: 11 ಕ್ಕೂ 9 & 11A ಎಲ್ಲಾ ರೀತಿಯ ಸಾಲಗಳು ಕಡಿಮೆ ಬಡ್ಡಿ ದರದಲ್ಲಿ. ನಂ. 2921/A, 2ನೇ ಕ್ರಾಸ್, ಮೈಸೂರು-570 004 <box>1184 740 1358 760</box>
ad-phone: Call: 8861434637 <box>497 1357 686 1375</box>
ad-body: Solar Water Heater Rs. 18,500/- SALES & SERVICE For 200 LPD AUX SUNZONE SOLAR SYSTEM <box>1186 629 1357 660</box>
contact-label: ಜಾಹೀರಾತಿಗೆ ಸಂಪರ್ಕಿಸಿ <box>789 90 873 103</box>
ad-heading: ಜಮೀನು ಮಾರಾಟಕ್ಕಿದೆ <box>497 393 686 410</box>
classified-ad <box>691 1161 959 1267</box>
classified-ad <box>495 172 688 278</box>
